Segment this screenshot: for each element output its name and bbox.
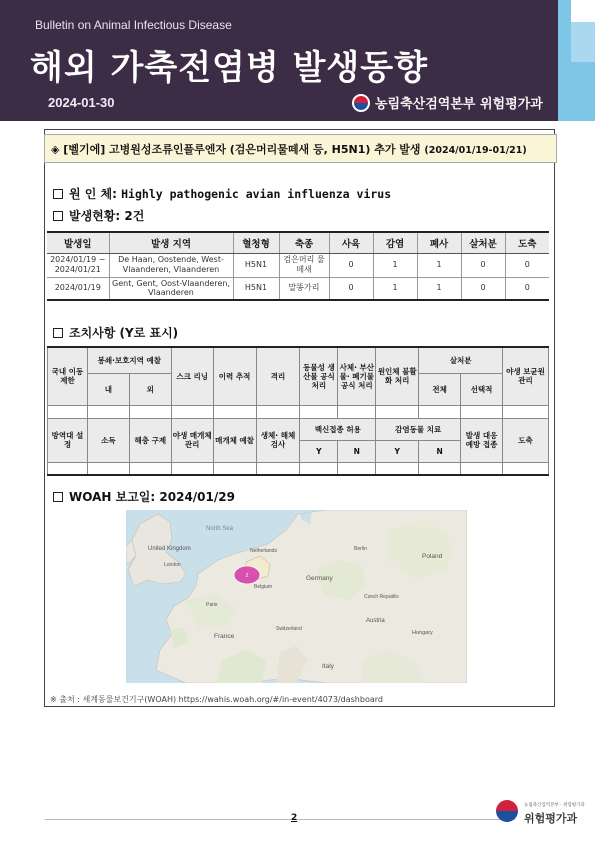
table-cell: 2024/01/19 ~ 2024/01/21 <box>47 253 109 277</box>
col-header: 폐사 <box>417 232 461 253</box>
table-cell: Gent, Gent, Oost-Vlaanderen, Vlaanderen <box>109 277 233 300</box>
measure-slaughter: 도축 <box>503 418 549 462</box>
table-cell: 1 <box>417 277 461 300</box>
event-banner <box>44 134 557 163</box>
culling-all: 전체 <box>419 373 461 405</box>
col-header: 발생 지역 <box>109 232 233 253</box>
bulletin-subtitle: Bulletin on Animal Infectious Disease <box>35 18 232 32</box>
table-cell: 0 <box>329 253 373 277</box>
map-label: Paris <box>206 602 218 608</box>
map-label: Italy <box>322 663 334 670</box>
event-title: [벨기에] 고병원성조류인플루엔자 (검은머리물떼새 등, H5N1) 추가 발생 <box>63 143 425 156</box>
measures-table <box>47 346 549 476</box>
status-line <box>53 207 144 224</box>
checkbox-square-icon <box>53 492 63 502</box>
header-org <box>352 93 543 112</box>
table-cell: 검은머리 물떼새 <box>279 253 329 277</box>
map-label: North Sea <box>206 526 234 532</box>
measures-title: 조치사항 (Y로 표시) <box>69 326 179 340</box>
treatment-yes: Y <box>376 440 419 462</box>
measure-traceability: 이력 추적 <box>213 347 256 405</box>
table-cell: 1 <box>373 253 417 277</box>
measure-zone-surveillance: 봉쇄·보호지역 예찰 <box>87 347 171 373</box>
vaccination-yes: Y <box>300 440 338 462</box>
map-label: London <box>164 562 181 568</box>
measure-wildlife-reservoir: 야생 보균원 관리 <box>503 347 549 405</box>
header-accent-notch <box>571 0 595 22</box>
measures-header-row <box>48 347 549 373</box>
table-cell: 0 <box>505 277 549 300</box>
table-row <box>47 277 549 300</box>
checkbox-square-icon <box>53 189 63 199</box>
map-label: Berlin <box>354 546 367 552</box>
taegeuk-logo-icon <box>352 94 370 112</box>
culling-selective: 선택적 <box>461 373 503 405</box>
measure-treatment: 감염동물 치료 <box>376 418 461 440</box>
table-row <box>47 253 549 277</box>
footer-taegeuk-logo-icon <box>496 800 518 822</box>
measure-move-restriction: 국내 이동 제한 <box>48 347 88 405</box>
measure-animal-products: 동물성 생산물 공식 처리 <box>300 347 338 405</box>
table-cell: 2024/01/19 <box>47 277 109 300</box>
measure-inactivation: 원인체 불활화 처리 <box>376 347 419 405</box>
measure-vaccination: 백신접종 허용 <box>300 418 376 440</box>
map-label: Poland <box>422 553 443 560</box>
col-header: 도축 <box>505 232 549 253</box>
measure-vector-surveillance: 매개체 예찰 <box>213 418 256 462</box>
pathogen-label: 원 인 체: <box>69 187 117 201</box>
page-number: 2 <box>291 813 298 823</box>
outbreak-table-header <box>47 232 549 253</box>
measure-quarantine: 격리 <box>256 347 300 405</box>
source-note: ※ 출처 : 세계동물보건기구(WOAH) https://wahis.woah.org/#/in-event/4073/dashboard <box>50 695 383 704</box>
measures-value-row-2 <box>48 462 549 475</box>
measures-header-row-2 <box>48 418 549 440</box>
table-cell: De Haan, Oostende, West-Vlaanderen, Vlaanderen <box>109 253 233 277</box>
table-cell: H5N1 <box>233 253 279 277</box>
measure-pest-control: 해충 구제 <box>129 418 171 462</box>
checkbox-square-icon <box>53 211 63 221</box>
footer-org-small: 농림축산검역본부 · 위험평가과 <box>524 803 585 808</box>
outbreak-table <box>47 231 549 301</box>
outbreak-map[interactable] <box>126 510 467 683</box>
woah-date: 2024/01/29 <box>159 489 235 504</box>
map-label: France <box>214 633 235 640</box>
measure-protection-zone: 방역대 설정 <box>48 418 88 462</box>
col-header: 살처분 <box>461 232 505 253</box>
table-cell: 0 <box>505 253 549 277</box>
measures-value-row <box>48 405 549 418</box>
measure-culling: 살처분 <box>419 347 503 373</box>
col-header: 발생일 <box>47 232 109 253</box>
map-label: Germany <box>306 575 333 582</box>
col-header: 사육 <box>329 232 373 253</box>
measure-disinfection: 소독 <box>87 418 129 462</box>
pathogen-value: Highly pathogenic avian influenza virus <box>121 186 392 201</box>
measure-emergency-vaccination: 발생 대응 예방 접종 <box>461 418 503 462</box>
status-value: 2건 <box>124 209 145 223</box>
table-cell: 1 <box>417 253 461 277</box>
measure-wildlife-vector: 야생 매개체 관리 <box>171 418 213 462</box>
measure-screening: 스크 리닝 <box>171 347 213 405</box>
footer-rule <box>45 819 515 820</box>
table-cell: 0 <box>461 253 505 277</box>
issue-date: 2024-01-30 <box>48 95 115 110</box>
status-label: 발생현황: <box>69 209 121 223</box>
table-cell: 1 <box>373 277 417 300</box>
event-banner-text <box>51 141 527 157</box>
map-label: United Kingdom <box>148 546 191 552</box>
col-header: 축종 <box>279 232 329 253</box>
header-org-name: 농림축산검역본부 위험평가과 <box>375 97 543 112</box>
map-label: Switzerland <box>276 626 302 632</box>
table-cell: 0 <box>329 277 373 300</box>
checkbox-square-icon <box>53 328 63 338</box>
table-cell: 0 <box>461 277 505 300</box>
map-label: Belgium <box>254 584 273 590</box>
vaccination-no: N <box>338 440 376 462</box>
footer-org-name: 위험평가과 <box>524 812 578 825</box>
zone-inside: 내 <box>87 373 129 405</box>
map-label: Czech Republic <box>364 594 400 600</box>
zone-outside: 외 <box>129 373 171 405</box>
measure-ante-post-mortem: 생체· 해체 검사 <box>256 418 300 462</box>
measure-carcass-disposal: 사체· 부산물· 폐기물 공식 처리 <box>338 347 376 405</box>
col-header: 감염 <box>373 232 417 253</box>
event-period: (2024/01/19-01/21) <box>424 145 527 156</box>
map-label: Hungary <box>412 630 433 636</box>
woah-label: WOAH 보고일: <box>69 490 156 504</box>
europe-map-svg <box>126 510 467 683</box>
marker-count: 2 <box>245 573 249 579</box>
page-title: 해외 가축전염병 발생동향 <box>30 48 428 88</box>
table-cell: H5N1 <box>233 277 279 300</box>
treatment-no: N <box>419 440 461 462</box>
map-label: Netherlands <box>250 548 277 554</box>
map-label: Austria <box>366 618 385 624</box>
pathogen-line <box>53 185 391 202</box>
measures-heading <box>53 324 178 341</box>
woah-line <box>53 488 235 505</box>
col-header: 혈청형 <box>233 232 279 253</box>
diamond-icon: ◈ <box>51 143 64 156</box>
header-accent-block <box>571 22 595 62</box>
table-cell: 말똥가리 <box>279 277 329 300</box>
